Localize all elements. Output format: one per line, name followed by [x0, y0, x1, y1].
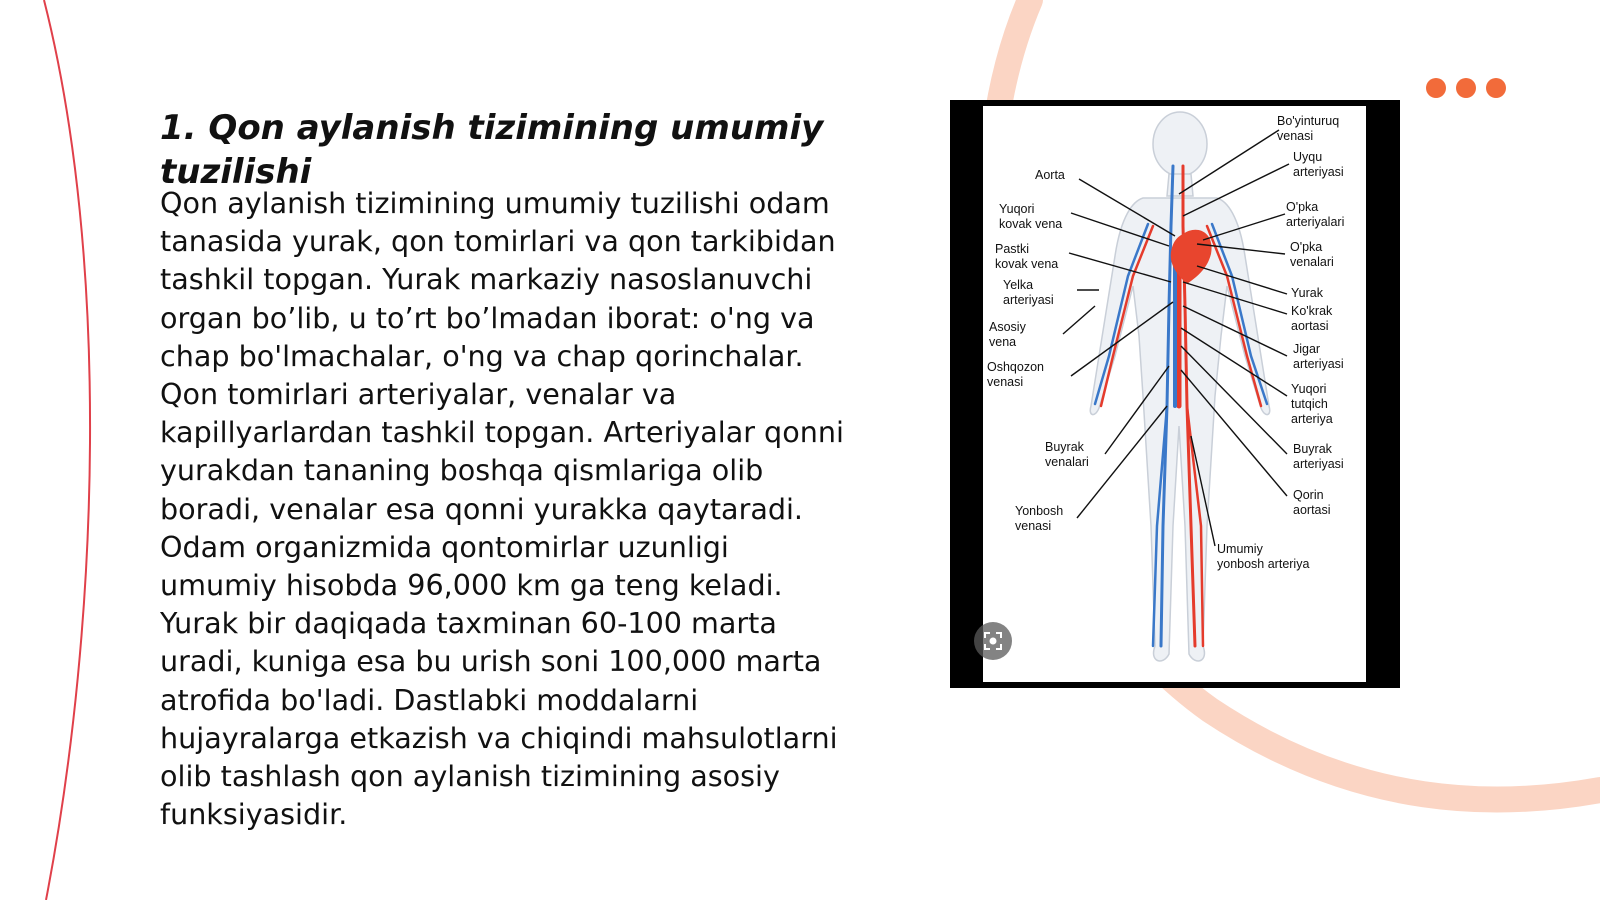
label-line: Bo'yinturuq — [1277, 114, 1340, 128]
label-line: Oshqozon — [987, 360, 1044, 374]
label-kokrak-aortasi — [1291, 304, 1332, 334]
label-line: aortasi — [1293, 503, 1331, 517]
label-line: kovak vena — [995, 257, 1059, 271]
label-line: Yuqori — [999, 202, 1035, 216]
label-line: arteriyasi — [1293, 165, 1344, 179]
label-boyinturuq-venasi — [1277, 114, 1339, 144]
label-line: O'pka — [1290, 240, 1323, 254]
label-line: O'pka — [1286, 200, 1319, 214]
label-line: arteriyalari — [1286, 215, 1345, 229]
figure-panel — [983, 106, 1366, 682]
label-opka-arteriyalari — [1286, 200, 1344, 230]
dot — [1486, 78, 1506, 98]
dot — [1426, 78, 1446, 98]
lens-icon[interactable] — [974, 622, 1012, 660]
label-line: Yurak — [1291, 286, 1323, 300]
label-asosiy-vena — [989, 320, 1026, 350]
label-qorin-aortasi — [1293, 488, 1331, 518]
label-line: kovak vena — [999, 217, 1063, 231]
label-line: yonbosh arteriya — [1217, 557, 1310, 571]
label-buyrak-arteriyasi — [1293, 442, 1344, 472]
label-pastki-kovak-vena — [995, 242, 1058, 272]
label-line: Buyrak — [1293, 442, 1332, 456]
dot — [1456, 78, 1476, 98]
label-line: venalari — [1290, 255, 1334, 269]
label-line: arteriyasi — [1293, 357, 1344, 371]
label-yurak — [1291, 286, 1323, 301]
label-buyrak-venalari — [1045, 440, 1089, 470]
label-line: venasi — [1015, 519, 1052, 533]
label-line: tutqich — [1291, 397, 1328, 411]
label-yuqori-tutqich-arteriya — [1291, 382, 1333, 427]
label-line: Qorin — [1293, 488, 1324, 502]
label-yonbosh-venasi — [1015, 504, 1063, 534]
more-dots-icon — [1426, 78, 1506, 98]
label-line: Ko'krak — [1291, 304, 1333, 318]
label-line: Yonbosh — [1015, 504, 1064, 518]
label-line: aortasi — [1291, 319, 1329, 333]
label-line: Jigar — [1293, 342, 1321, 356]
label-line: Aorta — [1035, 168, 1065, 182]
label-yuqori-kovak-vena — [999, 202, 1062, 232]
label-line: vena — [989, 335, 1017, 349]
label-line: Uyqu — [1293, 150, 1323, 164]
label-line: venasi — [987, 375, 1024, 389]
label-line: Asosiy — [989, 320, 1026, 334]
label-line: venasi — [1277, 129, 1314, 143]
slide-body-text: Qon aylanish tizimining umumiy tuzilishi odam tanasida yurak, qon tomirlari va qon tarkibidan tashkil topgan. Yurak markaziy nasoslanuvchi organ bo’lib, u to’rt bo’lmadan iborat: o'ng va chap bo'lmachalar, o'ng va chap qorinchalar. Qon tomirlari arteriyalar, venalar va kapillyarlardan tashkil topgan. Arteriyalar qonni yurakdan tananing boshqa qismlariga olib boradi, venalar esa qonni yurakka qaytaradi. Odam organizmida qontomirlar uzunligi umumiy hisobda 96,000 km ga teng keladi. Yurak bir daqiqada taxminan 60-100 marta uradi, kuniga esa bu urish soni 100,000 marta atrofida bo'ladi. Dastlabki moddalarni hujayralarga etkazish va chiqindi mahsulotlarni olib tashlash qon aylanish tizimining asosiy funksiyasidir. — [160, 186, 844, 832]
label-opka-venalari — [1290, 240, 1334, 270]
label-line: Buyrak — [1045, 440, 1084, 454]
label-uyqu-arteriyasi — [1293, 150, 1344, 180]
label-oshqozon-venasi — [987, 360, 1044, 390]
label-line: Pastki — [995, 242, 1030, 256]
circulatory-system-figure — [950, 100, 1400, 688]
label-line: arteriyasi — [1293, 457, 1344, 471]
label-line: Yelka — [1003, 278, 1034, 292]
label-line: arteriya — [1291, 412, 1333, 426]
lens-glyph — [982, 630, 1004, 652]
label-line: arteriyasi — [1003, 293, 1054, 307]
label-line: Yuqori — [1291, 382, 1327, 396]
label-jigar-arteriyasi — [1293, 342, 1344, 372]
left-red-curve — [44, 0, 90, 900]
label-line: venalari — [1045, 455, 1089, 469]
label-umumiy-yonbosh-arteriya — [1217, 542, 1309, 572]
label-aorta — [1035, 168, 1065, 183]
slide-title: 1. Qon aylanish tizimining umumiy tuzilishi — [160, 108, 824, 192]
label-line: Umumiy — [1217, 542, 1263, 556]
label-yelka-arteriyasi — [1003, 278, 1054, 308]
